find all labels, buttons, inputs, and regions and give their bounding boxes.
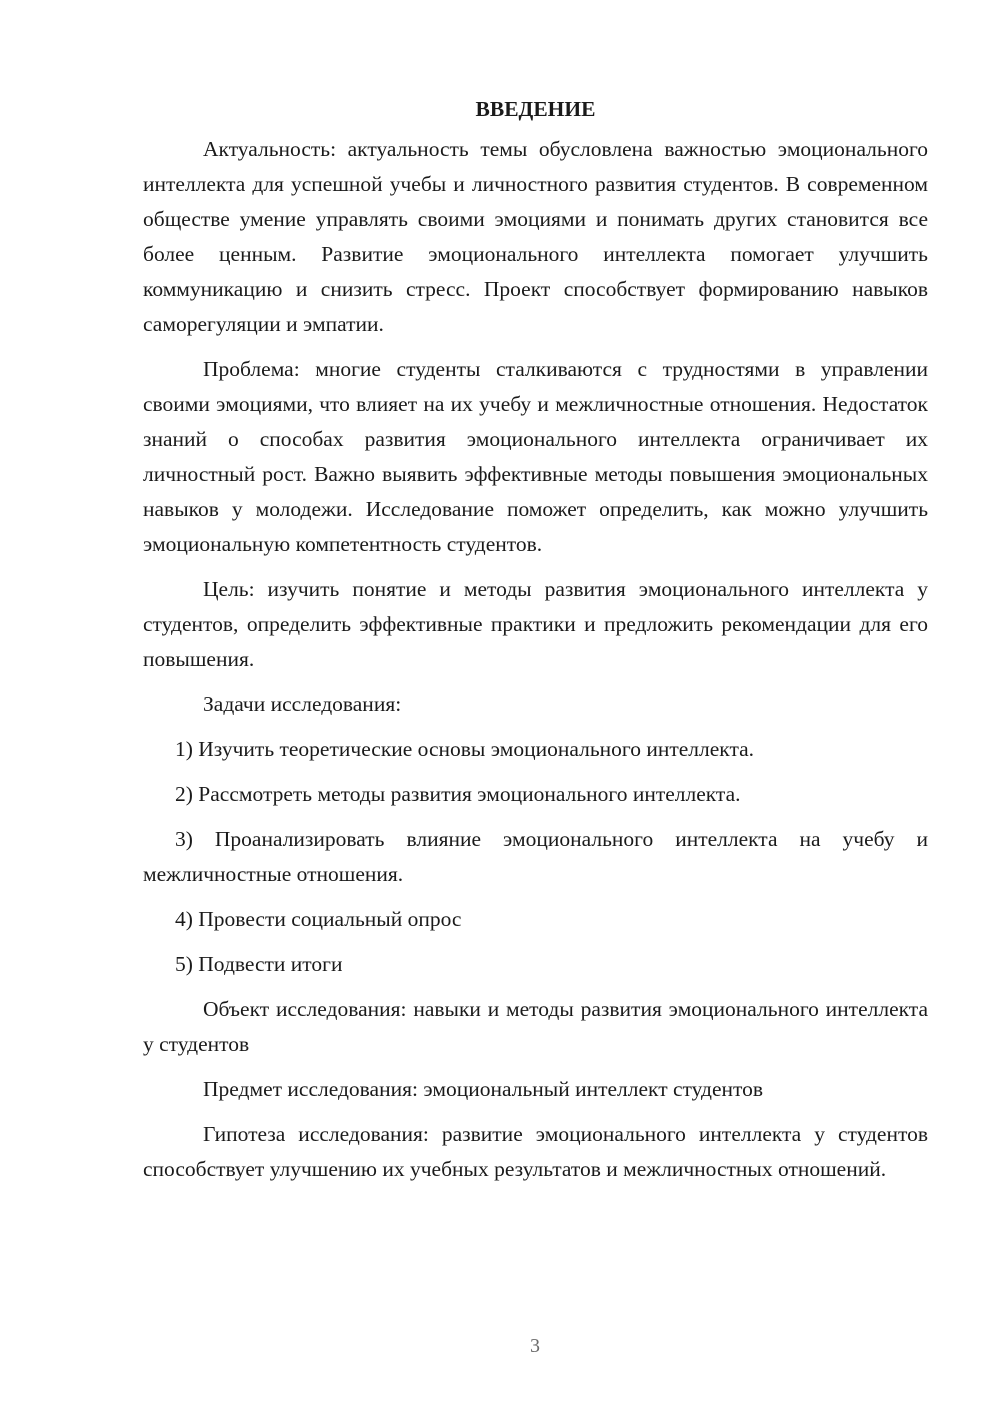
tasks-heading: Задачи исследования: bbox=[203, 692, 402, 716]
problem-paragraph: Проблема: многие студенты сталкиваются с трудностями в управлении своими эмоциями, что влияет на их учебу и межличностные отношения. Недостаток знаний о способах развития эмоционального интеллекта ограничивает их личностный рост. Важно выявить эффективные методы повышения эмоциональных навыков у молодежи. Исследование поможет определить, как можно улучшить эмоциональную компетентность студентов. bbox=[143, 357, 928, 556]
goal-paragraph: Цель: изучить понятие и методы развития эмоционального интеллекта у студентов, определить эффективные практики и предложить рекомендации для его повышения. bbox=[143, 577, 928, 671]
subject-paragraph: Предмет исследования: эмоциональный интеллект студентов bbox=[203, 1077, 764, 1101]
task-item-3: 3) Проанализировать влияние эмоционального интеллекта на учебу и межличностные отношения. bbox=[143, 827, 928, 886]
section-title: ВВЕДЕНИЕ bbox=[475, 97, 596, 121]
task-item-4: 4) Провести социальный опрос bbox=[175, 907, 462, 931]
task-item-1: 1) Изучить теоретические основы эмоционального интеллекта. bbox=[175, 737, 755, 761]
task-item-5: 5) Подвести итоги bbox=[175, 952, 343, 976]
relevance-paragraph: Актуальность: актуальность темы обусловлена важностью эмоционального интеллекта для успешной учебы и личностного развития студентов. В современном обществе умение управлять своими эмоциями и понимать других становится все более ценным. Развитие эмоционального интеллекта помогает улучшить коммуникацию и снизить стресс. Проект способствует формированию навыков саморегуляции и эмпатии. bbox=[143, 137, 928, 336]
task-item-2: 2) Рассмотреть методы развития эмоционального интеллекта. bbox=[175, 782, 741, 806]
page-number: 3 bbox=[530, 1335, 540, 1357]
object-paragraph: Объект исследования: навыки и методы развития эмоционального интеллекта у студентов bbox=[143, 997, 928, 1056]
document-page bbox=[143, 92, 928, 1197]
hypothesis-paragraph: Гипотеза исследования: развитие эмоционального интеллекта у студентов способствует улучшению их учебных результатов и межличностных отношений. bbox=[143, 1122, 928, 1181]
